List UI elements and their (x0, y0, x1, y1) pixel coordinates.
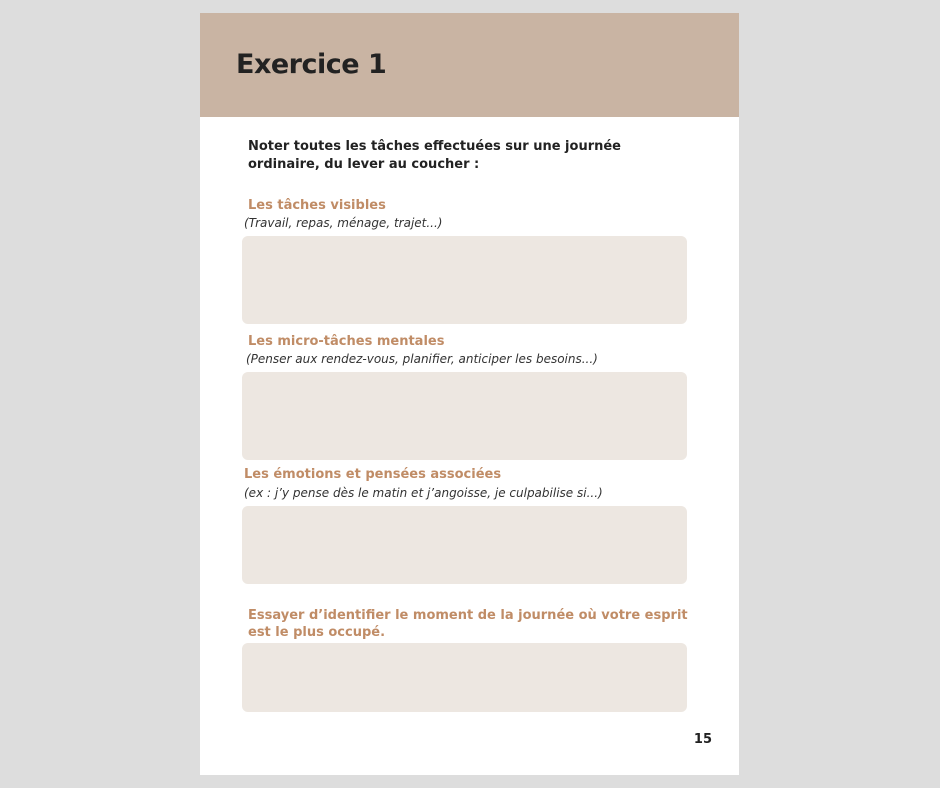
page-header (200, 13, 739, 117)
section-title-busiest-moment: Essayer d’identifier le moment de la journée où votre esprit est le plus occupé. (248, 608, 688, 640)
answer-box-emotions-thoughts[interactable] (242, 506, 687, 584)
answer-box-visible-tasks[interactable] (242, 236, 687, 324)
worksheet-page (200, 13, 739, 775)
section-title-emotions-thoughts: Les émotions et pensées associées (244, 467, 502, 482)
answer-box-busiest-moment[interactable] (242, 643, 687, 712)
page-number: 15 (693, 732, 712, 747)
section-title-mental-micro-tasks: Les micro-tâches mentales (248, 334, 445, 349)
section-hint-mental-micro-tasks: (Penser aux rendez-vous, planifier, anticiper les besoins...) (246, 352, 598, 366)
exercise-title: Exercice 1 (236, 49, 387, 80)
exercise-instruction: Noter toutes les tâches effectuées sur une journée ordinaire, du lever au coucher : (248, 139, 622, 172)
answer-box-mental-micro-tasks[interactable] (242, 372, 687, 460)
section-title-visible-tasks: Les tâches visibles (248, 198, 386, 213)
section-hint-visible-tasks: (Travail, repas, ménage, trajet...) (244, 216, 443, 230)
section-hint-emotions-thoughts: (ex : j’y pense dès le matin et j’angoisse, je culpabilise si...) (244, 486, 603, 500)
